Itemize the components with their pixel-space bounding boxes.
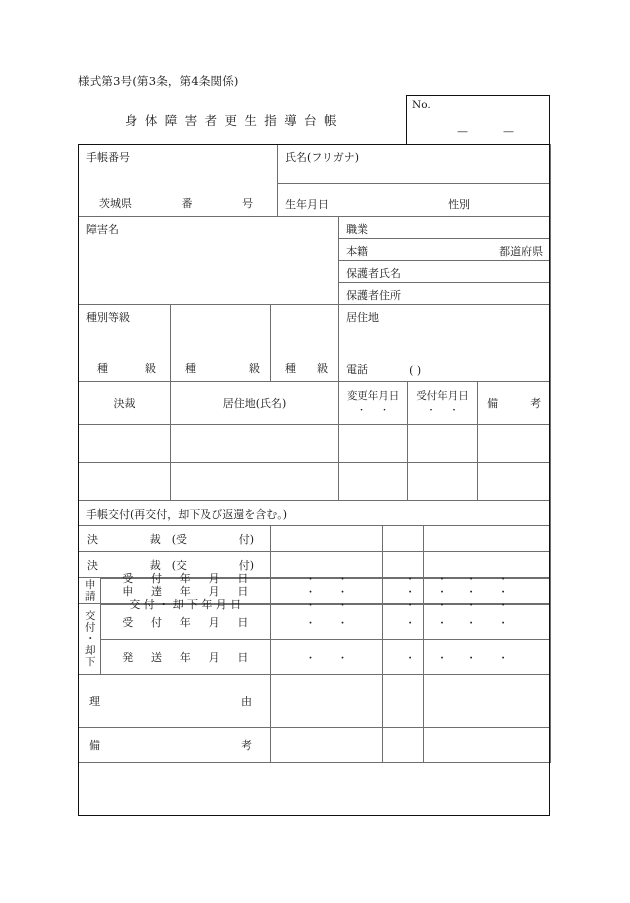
table-row-approval-receipt: [79, 526, 551, 552]
remarks-last: 考: [241, 739, 252, 752]
no-label: No.: [412, 99, 431, 111]
phone-paren: ( ): [409, 364, 422, 377]
receipt-date-dots: ・・: [426, 406, 473, 416]
approval-receipt-mid: 裁 (受: [149, 532, 187, 546]
change-date-text: 変更年月日: [346, 389, 400, 402]
table-row: [79, 463, 551, 501]
date-dots: ・・: [466, 587, 531, 599]
type-label-2: 種: [185, 362, 196, 375]
cell-domicile: [339, 239, 551, 261]
date-dots: ・・: [405, 587, 470, 599]
approval-receipt-last: 付): [238, 532, 254, 546]
handbook-number-label: 手帳番号: [86, 151, 130, 164]
date-dots: ・・: [305, 587, 370, 599]
birthdate-label: 生年月日: [285, 198, 330, 211]
cell-reason-col3[interactable]: [424, 675, 551, 728]
cell-approval-header: [79, 382, 171, 425]
remarks-text: [89, 737, 252, 753]
date-dots: ・・: [405, 653, 470, 665]
cell-residence-phone: [339, 305, 551, 382]
approval-issue-last: 付): [238, 558, 254, 572]
no-box: [406, 95, 550, 145]
reason-first: 理: [89, 695, 100, 708]
cell-change-date-blank-1[interactable]: [339, 425, 408, 463]
cell-approval-receipt-col1[interactable]: [271, 526, 383, 552]
cell-approval-receipt-col2[interactable]: [383, 526, 424, 552]
ban-label: 番: [181, 197, 193, 210]
table-row-remarks: [79, 728, 551, 763]
issue-reject-date-text: 交付・却下年月日: [129, 598, 245, 611]
domicile-label: 本籍: [346, 245, 369, 258]
cell-issue-reject-receipt-label: [101, 605, 271, 640]
type-grade-fields-1: [97, 360, 156, 376]
guardian-name-label: 保護者氏名: [346, 267, 402, 280]
date-dots: ・・: [305, 653, 370, 665]
cell-reason-col2[interactable]: [383, 675, 424, 728]
cell-residence-name-header: [171, 382, 339, 425]
gou-label: 号: [242, 197, 254, 210]
residence-label: 居住地: [346, 311, 380, 324]
residence-name-header-label: 居住地(氏名): [222, 397, 287, 410]
cell-dispatch-date-col2[interactable]: [383, 640, 470, 675]
remarks-header-first: 備: [487, 397, 499, 410]
date-dots: ・・: [405, 574, 470, 586]
remarks-header-label: [487, 395, 541, 411]
table-row-handbook: [79, 145, 551, 184]
cell-group-application: [79, 578, 101, 604]
cell-group-issue-reject: [79, 604, 101, 675]
cell-dispatch-date-col3[interactable]: [424, 640, 551, 675]
no-blank-dash-1: —: [457, 125, 468, 138]
cell-disability-name: [79, 217, 339, 305]
cell-approval-receipt-label: [79, 526, 271, 552]
cell-receipt-date-header: [408, 382, 478, 425]
cell-remarks-label: [79, 728, 271, 763]
cell-receipt-date-blank-2[interactable]: [408, 463, 478, 501]
cell-birth-gender: [278, 184, 551, 217]
handbook-number-fields: [99, 195, 253, 211]
grade-label-1: 級: [145, 362, 156, 375]
issue-heading-label: 手帳交付(再交付，却下及び返還を含む。): [86, 508, 288, 521]
table-row-reason: [79, 675, 551, 728]
cell-issue-reject-receipt-col2[interactable]: [383, 605, 470, 640]
domicile-suffix-label: 都道府県: [499, 245, 544, 258]
type-grade-label: 種別等級: [86, 311, 130, 324]
change-date-dots: ・・: [357, 406, 404, 416]
cell-remarks-blank-2[interactable]: [478, 463, 551, 501]
cell-name: [278, 145, 551, 184]
cell-type-grade-3: [271, 305, 339, 382]
cell-remarks-col2[interactable]: [383, 728, 424, 763]
occupation-label: 職業: [346, 223, 369, 236]
date-dots: ・・: [305, 574, 370, 586]
date-dots: ・・: [405, 600, 470, 612]
cell-guardian-address: [339, 283, 551, 305]
date-dots: ・・: [466, 574, 531, 586]
gender-label: 性別: [448, 198, 471, 211]
cell-issue-heading: [79, 501, 551, 526]
date-dots: ・・: [466, 600, 531, 612]
type-grade-fields-3: [285, 360, 328, 376]
approval-receipt-text: [87, 531, 254, 547]
guardian-address-label: 保護者住所: [346, 289, 402, 302]
cell-remarks-col3[interactable]: [424, 728, 551, 763]
cell-guardian-name: [339, 261, 551, 283]
cell-residence-name-blank-2[interactable]: [171, 463, 339, 501]
approval-issue-first: 決: [87, 558, 98, 572]
cell-receipt-date-blank-1[interactable]: [408, 425, 478, 463]
application-transmit-text: 申 達 年 月 日: [122, 585, 252, 598]
page-title: 身体障害者更生指導台帳: [125, 113, 344, 128]
issue-reject-receipt-text: 受 付 年 月 日: [122, 616, 252, 629]
cell-dispatch-date-col1[interactable]: [271, 640, 383, 675]
application-receipt-text: 受 付 年 月 日: [122, 572, 252, 585]
cell-dispatch-date-label: [101, 640, 271, 675]
disability-name-label: 障害名: [86, 223, 119, 236]
table-row-type-grade: [79, 305, 551, 382]
prefecture-label: 茨城県: [99, 197, 132, 210]
cell-approval-blank-2[interactable]: [79, 463, 171, 501]
cell-reason-col1[interactable]: [271, 675, 383, 728]
registry-table: [78, 144, 551, 763]
cell-approval-receipt-col3[interactable]: [424, 526, 551, 552]
cell-type-grade-1: [79, 305, 171, 382]
grade-label-2: 級: [249, 362, 260, 375]
table-row-issue-heading: [79, 501, 551, 526]
cell-change-date-blank-2[interactable]: [339, 463, 408, 501]
form-code-label: 様式第3号(第3条，第4条関係): [78, 74, 239, 88]
application-group-label: 申請: [83, 579, 96, 602]
name-label: 氏名(フリガナ): [285, 151, 360, 164]
type-grade-fields-2: [185, 360, 260, 376]
phone-label: 電話: [346, 363, 369, 376]
date-dots: ・・: [305, 600, 370, 612]
approval-issue-mid: 裁 (交: [149, 558, 187, 572]
cell-handbook-number: [79, 145, 278, 217]
approval-receipt-first: 決: [87, 532, 98, 546]
cell-remarks-header: [478, 382, 551, 425]
date-dots: ・・: [466, 653, 531, 665]
change-date-header-label: [339, 389, 407, 417]
receipt-date-text: 受付年月日: [416, 389, 469, 402]
type-label-1: 種: [97, 362, 108, 375]
remarks-header-last: 考: [530, 397, 542, 410]
cell-residence-name-blank-1[interactable]: [171, 425, 339, 463]
table-row-disability-occupation: [79, 217, 551, 239]
date-dots: ・・: [405, 618, 470, 630]
cell-reason-label: [79, 675, 271, 728]
cell-remarks-blank-1[interactable]: [478, 425, 551, 463]
table-row-dispatch-date: [79, 640, 551, 675]
grade-label-3: 級: [317, 362, 329, 375]
cell-type-grade-2: [171, 305, 271, 382]
cell-occupation: [339, 217, 551, 239]
type-label-3: 種: [285, 362, 296, 375]
cell-remarks-col1[interactable]: [271, 728, 383, 763]
cell-issue-reject-receipt-col1[interactable]: [271, 605, 383, 640]
cell-change-date-header: [339, 382, 408, 425]
date-dots: ・・: [466, 618, 531, 630]
table-row-change-header: [79, 382, 551, 425]
table-row-issue-reject-receipt: [79, 605, 551, 640]
table-row: [79, 425, 551, 463]
cell-issue-reject-receipt-col3[interactable]: [424, 605, 551, 640]
approval-header-label: 決裁: [113, 397, 136, 410]
receipt-date-header-label: [408, 389, 477, 417]
dispatch-date-text: 発 送 年 月 日: [122, 651, 252, 664]
remarks-first: 備: [89, 739, 100, 752]
reason-last: 由: [241, 695, 252, 708]
cell-approval-blank-1[interactable]: [79, 425, 171, 463]
date-dots: ・・: [305, 618, 370, 630]
no-blank-dash-2: —: [503, 125, 514, 138]
reason-text: [89, 693, 252, 709]
issue-reject-group-label: 交付・却下: [83, 610, 96, 668]
